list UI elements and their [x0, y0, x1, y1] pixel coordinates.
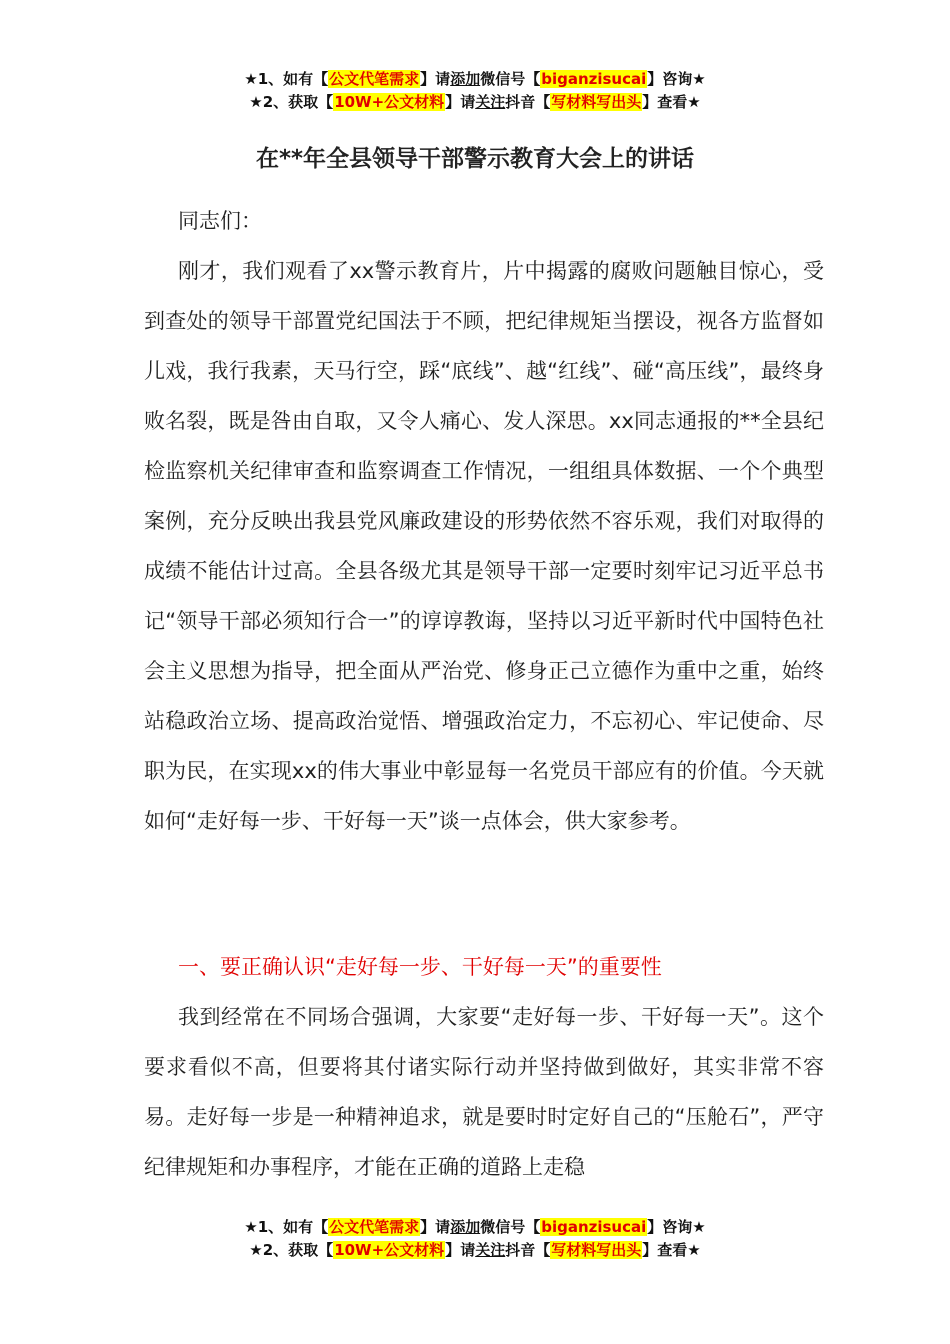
banner-highlight: 10W+公文材料 — [334, 93, 445, 111]
banner-text: ★2、获取【 — [249, 93, 334, 111]
banner-underline: 添加 — [450, 1218, 481, 1236]
banner-text: ★1、如有【 — [244, 70, 329, 88]
banner-text: 抖音【 — [505, 1241, 551, 1259]
banner-text: 】咨询★ — [647, 70, 706, 88]
banner-line-2 — [0, 91, 950, 114]
banner-line-1 — [0, 68, 950, 91]
banner-text: 微信号【 — [480, 70, 541, 88]
banner-underline: 关注 — [475, 1241, 506, 1259]
salutation: 同志们： — [178, 209, 262, 233]
banner-highlight: biganzisucai — [541, 70, 647, 88]
body-paragraph-1 — [144, 246, 824, 846]
banner-text: 】请 — [420, 70, 451, 88]
paragraph-text: 刚才，我们观看了xx警示教育片，片中揭露的腐败问题触目惊心，受到查处的领导干部置党纪国法于不顾，把纪律规矩当摆设，视各方监督如儿戏，我行我素，天马行空，踩“底线”、越“红线”、碰“高压线”，最终身败名裂，既是咎由自取，又令人痛心、发人深思。xx同志通报的**全县纪检监察机关纪律审查和监察调查工作情况，一组组具体数据、一个个典型案例，充分反映出我县党风廉政建设的形势依然不容乐观，我们对取得的成绩不能估计过高。全县各级尤其是领导干部一定要时刻牢记习近平总书记“领导干部必须知行合一”的谆谆教诲，坚持以习近平新时代中国特色社会主义思想为指导，把全面从严治党、修身正己立德作为重中之重，始终站稳政治立场、提高政治觉悟、增强政治定力，不忘初心、牢记使命、尽职为民，在实现xx的伟大事业中彰显每一名党员干部应有的价值。今天就如何“走好每一步、干好每一天”谈一点体会，供大家参考。 — [144, 259, 824, 833]
banner-line-1 — [0, 1216, 950, 1239]
banner-underline: 添加 — [450, 70, 481, 88]
banner-text: 】咨询★ — [647, 1218, 706, 1236]
body-paragraph-2 — [144, 992, 824, 1192]
banner-line-2 — [0, 1239, 950, 1262]
banner-highlight: 写材料写出头 — [551, 1241, 642, 1259]
banner-highlight: biganzisucai — [541, 1218, 647, 1236]
banner-text: 】请 — [445, 1241, 476, 1259]
banner-text: 】请 — [420, 1218, 451, 1236]
paragraph-text: 我到经常在不同场合强调，大家要“走好每一步、干好每一天”。这个要求看似不高，但要将其付诸实际行动并坚持做到做好，其实非常不容易。走好每一步是一种精神追求，就是要时时定好自己的“压舱石”，严守纪律规矩和办事程序，才能在正确的道路上走稳 — [144, 1005, 824, 1179]
banner-text: 微信号【 — [480, 1218, 541, 1236]
banner-text: 】查看★ — [642, 93, 701, 111]
banner-text: ★1、如有【 — [244, 1218, 329, 1236]
document-title: 在**年全县领导干部警示教育大会上的讲话 — [255, 146, 695, 172]
banner-text: 抖音【 — [505, 93, 551, 111]
banner-highlight: 10W+公文材料 — [334, 1241, 445, 1259]
banner-text: 】查看★ — [642, 1241, 701, 1259]
banner-highlight: 公文代笔需求 — [329, 70, 420, 88]
promo-banner-bottom — [0, 1216, 950, 1262]
banner-highlight: 写材料写出头 — [551, 93, 642, 111]
section-heading-1: 一、要正确认识“走好每一步、干好每一天”的重要性 — [178, 955, 662, 979]
banner-text: ★2、获取【 — [249, 1241, 334, 1259]
banner-underline: 关注 — [475, 93, 506, 111]
banner-highlight: 公文代笔需求 — [329, 1218, 420, 1236]
banner-text: 】请 — [445, 93, 476, 111]
promo-banner-top — [0, 68, 950, 114]
